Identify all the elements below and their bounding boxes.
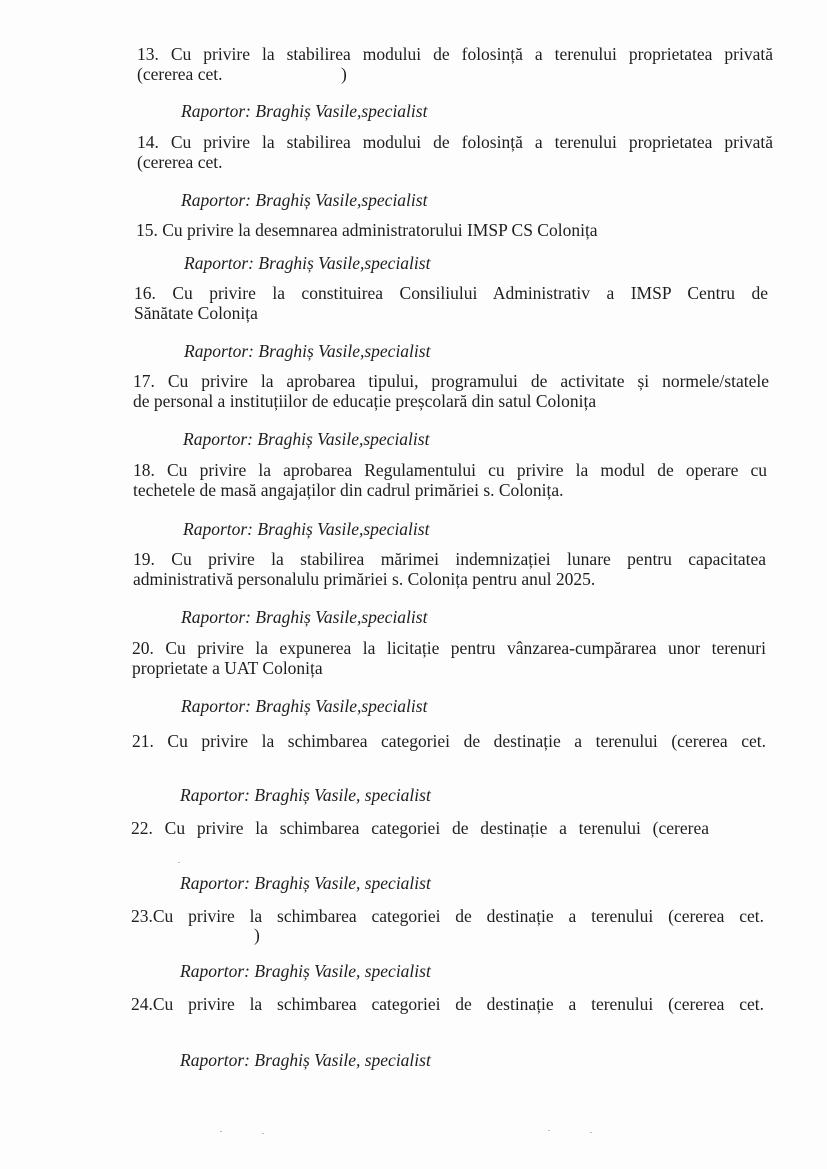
reporter-21 bbox=[180, 785, 431, 805]
reporter-13 bbox=[181, 101, 427, 121]
reporter-22-label: Raportor: bbox=[180, 873, 250, 893]
agenda-item-13-line2: (cererea cet. bbox=[137, 64, 223, 84]
reporter-15-name: Braghiș Vasile,specialist bbox=[258, 253, 431, 273]
reporter-19-label: Raportor: bbox=[181, 607, 251, 627]
agenda-item-24-line1: 24.Cu privire la schimbarea categoriei de destinație a terenului (cererea cet. bbox=[131, 994, 764, 1014]
scan-speck bbox=[590, 1132, 592, 1133]
agenda-item-13-close-paren: ) bbox=[341, 64, 347, 84]
reporter-14-label: Raportor: bbox=[181, 190, 251, 210]
reporter-16-name: Braghiș Vasile,specialist bbox=[258, 341, 431, 361]
reporter-14-name: Braghiș Vasile,specialist bbox=[255, 190, 428, 210]
reporter-19-name: Braghiș Vasile,specialist bbox=[255, 607, 428, 627]
reporter-17-label: Raportor: bbox=[183, 429, 253, 449]
reporter-20-label: Raportor: bbox=[181, 696, 251, 716]
agenda-item-22-line1: 22. Cu privire la schimbarea categoriei de destinație a terenului (cererea bbox=[131, 818, 709, 838]
reporter-19 bbox=[181, 607, 427, 627]
agenda-item-23 bbox=[131, 906, 764, 926]
reporter-17 bbox=[183, 429, 429, 449]
reporter-13-name: Braghiș Vasile,specialist bbox=[255, 101, 428, 121]
scan-speck bbox=[178, 862, 180, 863]
agenda-item-13 bbox=[137, 44, 773, 84]
agenda-item-17-line2: de personal a instituțiilor de educație preșcolară din satul Colonița bbox=[133, 391, 597, 411]
reporter-24-label: Raportor: bbox=[180, 1050, 250, 1070]
reporter-15 bbox=[184, 253, 430, 273]
agenda-item-21-line1: 21. Cu privire la schimbarea categoriei de destinație a terenului (cererea cet. bbox=[132, 731, 766, 751]
agenda-item-14 bbox=[137, 132, 773, 172]
reporter-18-name: Braghiș Vasile,specialist bbox=[257, 519, 430, 539]
agenda-item-20-line2: proprietate a UAT Colonița bbox=[132, 658, 323, 678]
reporter-22 bbox=[180, 873, 431, 893]
agenda-item-20-line1: 20. Cu privire la expunerea la licitație pentru vânzarea-cumpărarea unor terenuri bbox=[132, 638, 766, 658]
agenda-item-19-line2: administrativă personalulu primăriei s. Colonița pentru anul 2025. bbox=[133, 569, 596, 589]
reporter-22-name: Braghiș Vasile, specialist bbox=[254, 873, 431, 893]
agenda-item-23-line1: 23.Cu privire la schimbarea categoriei de destinație a terenului (cererea cet. bbox=[131, 906, 764, 926]
agenda-item-15-line1: 15. Cu privire la desemnarea administratorului IMSP CS Colonița bbox=[136, 220, 598, 240]
scan-speck bbox=[220, 1131, 222, 1132]
agenda-item-20 bbox=[132, 638, 766, 678]
reporter-13-label: Raportor: bbox=[181, 101, 251, 121]
reporter-24 bbox=[180, 1050, 431, 1070]
agenda-item-17-line1: 17. Cu privire la aprobarea tipului, programului de activitate și normele/statele bbox=[133, 371, 769, 391]
reporter-23-name: Braghiș Vasile, specialist bbox=[254, 961, 431, 981]
reporter-24-name: Braghiș Vasile, specialist bbox=[254, 1050, 431, 1070]
agenda-item-19-line1: 19. Cu privire la stabilirea mărimei indemnizației lunare pentru capacitatea bbox=[133, 549, 766, 569]
agenda-item-18 bbox=[133, 460, 767, 500]
agenda-item-21 bbox=[132, 731, 766, 751]
reporter-18-label: Raportor: bbox=[183, 519, 253, 539]
agenda-item-19 bbox=[133, 549, 766, 589]
reporter-23-label: Raportor: bbox=[180, 961, 250, 981]
agenda-item-23-close-paren: ) bbox=[254, 925, 260, 945]
agenda-item-22 bbox=[131, 818, 709, 838]
reporter-20-name: Braghiș Vasile,specialist bbox=[255, 696, 428, 716]
reporter-16-label: Raportor: bbox=[184, 341, 254, 361]
reporter-18 bbox=[183, 519, 429, 539]
reporter-21-name: Braghiș Vasile, specialist bbox=[254, 785, 431, 805]
agenda-item-17 bbox=[133, 371, 769, 411]
reporter-15-label: Raportor: bbox=[184, 253, 254, 273]
agenda-item-14-line1: 14. Cu privire la stabilirea modului de folosință a terenului proprietatea privată bbox=[137, 132, 773, 152]
agenda-item-18-line1: 18. Cu privire la aprobarea Regulamentului cu privire la modul de operare cu bbox=[133, 460, 767, 480]
agenda-item-16-line1: 16. Cu privire la constituirea Consiliului Administrativ a IMSP Centru de bbox=[134, 283, 768, 303]
agenda-item-16-line2: Sănătate Colonița bbox=[134, 303, 258, 323]
agenda-item-16 bbox=[134, 283, 768, 323]
agenda-item-14-line2: (cererea cet. bbox=[137, 152, 223, 172]
reporter-14 bbox=[181, 190, 427, 210]
scan-speck bbox=[548, 1130, 550, 1131]
reporter-17-name: Braghiș Vasile,specialist bbox=[257, 429, 430, 449]
reporter-20 bbox=[181, 696, 427, 716]
scan-speck bbox=[262, 1133, 264, 1134]
agenda-item-13-line1: 13. Cu privire la stabilirea modului de folosință a terenului proprietatea privată bbox=[137, 44, 773, 64]
reporter-23 bbox=[180, 961, 431, 981]
reporter-16 bbox=[184, 341, 430, 361]
agenda-item-18-line2: techetele de masă angajaților din cadrul primăriei s. Colonița. bbox=[133, 480, 564, 500]
agenda-item-15 bbox=[136, 220, 772, 240]
agenda-item-24 bbox=[131, 994, 764, 1014]
reporter-21-label: Raportor: bbox=[180, 785, 250, 805]
